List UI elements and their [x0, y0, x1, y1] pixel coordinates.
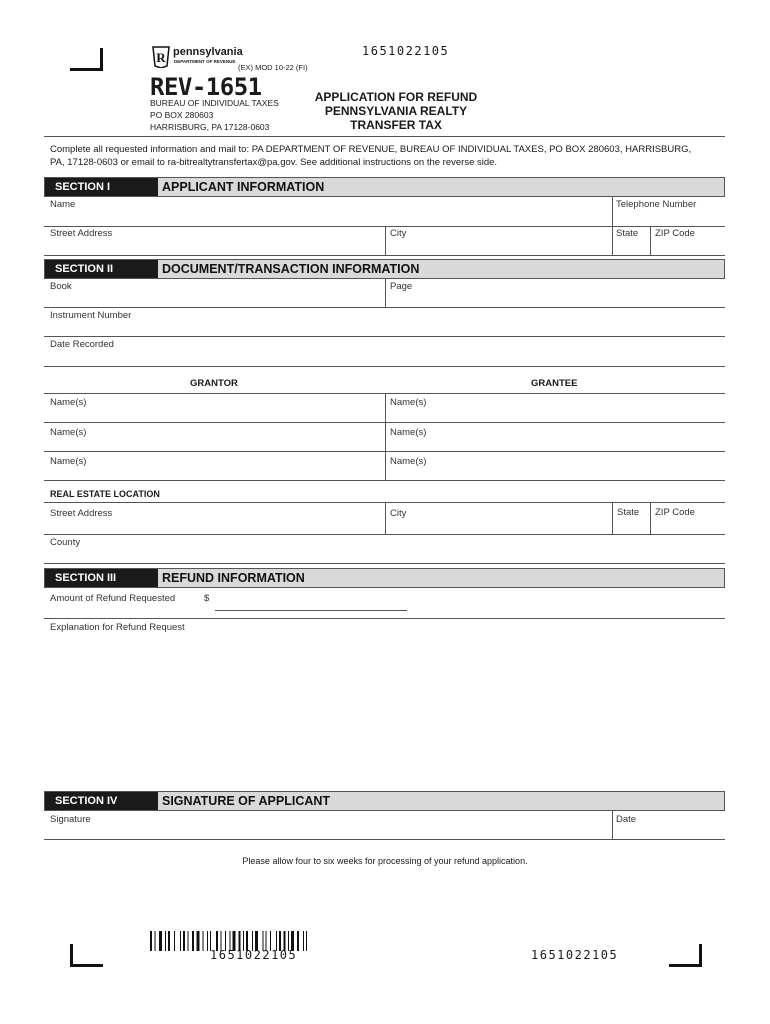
dollar-sign: $: [204, 593, 210, 604]
grantee-name-1[interactable]: Name(s): [390, 397, 427, 408]
title-line-1: APPLICATION FOR REFUND: [314, 90, 478, 104]
grantor-name-2[interactable]: Name(s): [50, 427, 87, 438]
date-field[interactable]: Date: [616, 814, 637, 825]
rule: [44, 336, 725, 337]
grantee-name-3[interactable]: Name(s): [390, 456, 427, 467]
property-street-field[interactable]: Street Address: [50, 508, 113, 519]
barcode-bar: [297, 931, 299, 951]
barcode-bar: [203, 931, 204, 951]
instructions-line-1: Complete all requested information and mail to: PA DEPARTMENT OF REVENUE, BUREAU OF INDIVIDUAL TAXES, PO BOX 280603, HARRISBURG,: [50, 144, 692, 155]
grantor-name-1[interactable]: Name(s): [50, 397, 87, 408]
date-recorded-field[interactable]: Date Recorded: [50, 339, 114, 350]
grantor-name-3[interactable]: Name(s): [50, 456, 87, 467]
form-mod: (EX) MOD 10-22 (FI): [238, 63, 308, 72]
pa-keystone-logo: [151, 46, 171, 68]
rule: [44, 839, 725, 840]
barcode-bar: [306, 931, 307, 951]
barcode-bar: [183, 931, 185, 951]
rule: [44, 422, 725, 423]
divider: [612, 502, 613, 535]
property-state-field[interactable]: State: [617, 507, 640, 518]
registration-mark-top-left: [70, 48, 103, 71]
section-1-tag: SECTION I: [45, 178, 158, 196]
section-3-title: REFUND INFORMATION: [162, 571, 305, 585]
property-city-field[interactable]: City: [390, 508, 407, 519]
applicant-name-field[interactable]: Name: [50, 199, 76, 210]
dept-name: DEPARTMENT OF REVENUE: [174, 59, 236, 64]
barcode-code: 1651022105: [210, 948, 298, 962]
applicant-zip-field[interactable]: ZIP Code: [655, 228, 695, 239]
barcode-bar: [197, 931, 200, 951]
barcode-bar: [174, 931, 175, 951]
address-line-3: HARRISBURG, PA 17128-0603: [150, 122, 270, 132]
rule: [44, 618, 725, 619]
refund-explanation-field[interactable]: Explanation for Refund Request: [50, 622, 185, 633]
real-estate-location-heading: REAL ESTATE LOCATION: [50, 489, 160, 499]
divider: [385, 502, 386, 535]
section-2-tag: SECTION II: [45, 260, 158, 278]
signature-field[interactable]: Signature: [50, 814, 91, 825]
bottom-form-code: 1651022105: [531, 948, 619, 962]
divider: [385, 393, 386, 481]
bureau-address: [150, 97, 279, 133]
instructions: [50, 143, 691, 169]
divider: [612, 197, 613, 227]
section-1-header: [44, 177, 725, 197]
barcode-bar: [155, 931, 156, 951]
barcode-bar: [159, 931, 162, 951]
rule: [44, 563, 725, 564]
instructions-line-2: PA, 17128-0603 or email to ra-bitrealtytransfertax@pa.gov. See additional instructions on the reverse side.: [50, 157, 498, 168]
instrument-number-field[interactable]: Instrument Number: [50, 310, 132, 321]
form-id: REV-1651: [150, 73, 262, 101]
grantor-heading: GRANTOR: [190, 378, 238, 389]
header-divider: [44, 136, 725, 137]
section-4-header: [44, 791, 725, 811]
divider: [612, 811, 613, 840]
state-name: pennsylvania: [173, 46, 243, 58]
section-1-title: APPLICANT INFORMATION: [162, 180, 325, 194]
barcode-bar: [168, 931, 170, 951]
refund-amount-field[interactable]: [215, 610, 407, 611]
rule: [44, 480, 725, 481]
grantee-heading: GRANTEE: [531, 378, 578, 389]
divider: [612, 226, 613, 256]
barcode-bar: [180, 931, 181, 951]
divider: [650, 226, 651, 256]
county-field[interactable]: County: [50, 537, 81, 548]
section-3-header: [44, 568, 725, 588]
section-3-tag: SECTION III: [45, 569, 158, 587]
applicant-city-field[interactable]: City: [390, 228, 407, 239]
page-field[interactable]: Page: [390, 281, 413, 292]
rule: [44, 307, 725, 308]
svg-text:R: R: [156, 50, 166, 65]
book-field[interactable]: Book: [50, 281, 72, 292]
applicant-street-field[interactable]: Street Address: [50, 228, 113, 239]
barcode-bar: [303, 931, 304, 951]
refund-amount-label: Amount of Refund Requested: [50, 593, 176, 604]
rule: [44, 534, 725, 535]
processing-note: Please allow four to six weeks for processing of your refund application.: [242, 856, 528, 866]
divider: [385, 226, 386, 256]
telephone-field[interactable]: Telephone Number: [616, 199, 697, 210]
barcode-bar: [165, 931, 166, 951]
address-line-1: BUREAU OF INDIVIDUAL TAXES: [150, 98, 279, 108]
address-line-2: PO BOX 280603: [150, 110, 214, 120]
title-line-3: TRANSFER TAX: [350, 118, 442, 132]
divider: [650, 502, 651, 535]
barcode-bar: [192, 931, 194, 951]
divider: [385, 279, 386, 307]
section-2-header: [44, 259, 725, 279]
applicant-state-field[interactable]: State: [616, 228, 639, 239]
form-title: [296, 90, 496, 132]
title-line-2: PENNSYLVANIA REALTY: [324, 104, 468, 118]
section-4-title: SIGNATURE OF APPLICANT: [162, 794, 331, 808]
registration-mark-bottom-right: [669, 944, 702, 967]
barcode-bar: [188, 931, 189, 951]
registration-mark-bottom-left: [70, 944, 103, 967]
barcode-bar: [150, 931, 152, 951]
rule: [44, 366, 725, 367]
section-4-tag: SECTION IV: [45, 792, 158, 810]
top-form-code: 1651022105: [362, 44, 450, 58]
grantee-name-2[interactable]: Name(s): [390, 427, 427, 438]
barcode-bar: [207, 931, 208, 951]
rule: [44, 255, 725, 256]
property-zip-field[interactable]: ZIP Code: [655, 507, 695, 518]
section-2-title: DOCUMENT/TRANSACTION INFORMATION: [162, 262, 420, 276]
rule: [44, 451, 725, 452]
